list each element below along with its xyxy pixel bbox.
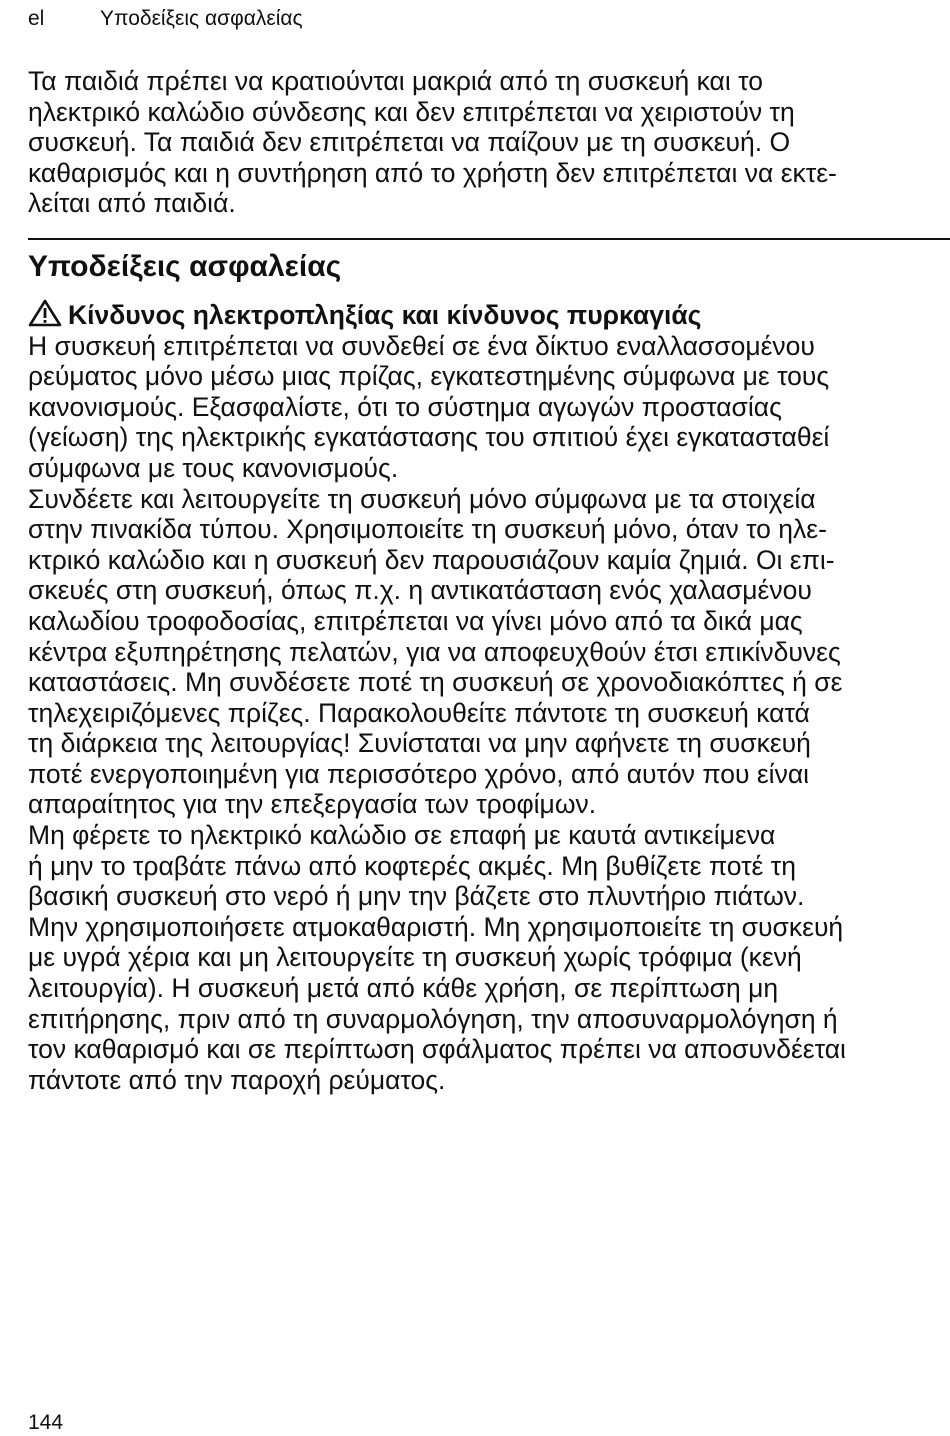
warning-triangle-icon	[28, 299, 68, 327]
body-line: σύμφωνα με τους κανονισμούς.	[28, 452, 399, 483]
section-heading: Υποδείξεις ασφαλείας	[28, 249, 342, 283]
body-line: κέντρα εξυπηρέτησης πελατών, για να αποφευχθούν έτσι επικίνδυνες	[28, 636, 841, 667]
body-line: Μην χρησιμοποιήσετε ατμοκαθαριστή. Μη χρησιμοποιείτε τη συσκευή	[28, 911, 844, 942]
body-line: στην πινακίδα τύπου. Χρησιμοποιείτε τη συσκευή μόνο, όταν το ηλε-	[28, 514, 827, 545]
body-line: (γείωση) της ηλεκτρικής εγκατάστασης του σπιτιού έχει εγκατασταθεί	[28, 422, 830, 453]
body-line: με υγρά χέρια και μη λειτουργείτε τη συσκευή χωρίς τρόφιμα (κενή	[28, 942, 802, 973]
intro-paragraph	[28, 66, 948, 219]
warning-heading	[28, 299, 948, 331]
body-line: τηλεχειριζόμενες πρίζες. Παρακολουθείτε πάντοτε τη συσκευή κατά	[28, 697, 810, 728]
page-number: 144	[28, 1411, 64, 1434]
language-code: el	[28, 7, 45, 30]
body-line: Συνδέετε και λειτουργείτε τη συσκευή μόνο σύμφωνα με τα στοιχεία	[28, 483, 816, 514]
header-section-title: Υποδείξεις ασφαλείας	[100, 7, 303, 30]
intro-line: ηλεκτρικό καλώδιο σύνδεσης και δεν επιτρέπεται να χειριστούν τη	[28, 96, 795, 127]
body-line: βασική συσκευή στο νερό ή μην την βάζετε στο πλυντήριο πιάτων.	[28, 881, 805, 912]
body-line: τον καθαρισμό και σε περίπτωση σφάλματος πρέπει να αποσυνδέεται	[28, 1034, 846, 1065]
body-line: ποτέ ενεργοποιημένη για περισσότερο χρόνο, από αυτόν που είναι	[28, 758, 810, 789]
body-line: Μη φέρετε το ηλεκτρικό καλώδιο σε επαφή με καυτά αντικείμενα	[28, 820, 776, 851]
body-line: κανονισμούς. Εξασφαλίστε, ότι το σύστημα αγωγών προστασίας	[28, 391, 782, 422]
section-divider	[28, 238, 950, 240]
page-content	[28, 66, 948, 1095]
body-line: πάντοτε από την παροχή ρεύματος.	[28, 1064, 446, 1095]
warning-title-text: Κίνδυνος ηλεκτροπληξίας και κίνδυνος πυρκαγιάς	[68, 299, 702, 330]
body-line: κτρικό καλώδιο και η συσκευή δεν παρουσιάζουν καμία ζημιά. Οι επι-	[28, 544, 835, 575]
running-header	[28, 6, 303, 32]
intro-line: Τα παιδιά πρέπει να κρατιούνται μακριά από τη συσκευή και το	[28, 66, 763, 96]
body-line: λειτουργία). Η συσκευή μετά από κάθε χρήση, σε περίπτωση μη	[28, 973, 779, 1004]
body-line: σκευές στη συσκευή, όπως π.χ. η αντικατάσταση ενός χαλασμένου	[28, 575, 812, 606]
safety-body	[28, 331, 948, 1096]
intro-line: λείται από παιδιά.	[28, 188, 236, 219]
intro-line: καθαρισμός και η συντήρηση από το χρήστη δεν επιτρέπεται να εκτε-	[28, 157, 837, 188]
body-line: απαραίτητος για την επεξεργασία των τροφίμων.	[28, 789, 597, 820]
intro-line: συσκευή. Τα παιδιά δεν επιτρέπεται να παίζουν με τη συσκευή. Ο	[28, 127, 791, 158]
body-line: καταστάσεις. Μη συνδέσετε ποτέ τη συσκευή σε χρονοδιακόπτες ή σε	[28, 667, 843, 698]
body-line: επιτήρησης, πριν από τη συναρμολόγηση, την αποσυναρμολόγηση ή	[28, 1003, 838, 1034]
body-line: ρεύματος μόνο μέσω μιας πρίζας, εγκατεστημένης σύμφωνα με τους	[28, 361, 830, 392]
body-line: καλωδίου τροφοδοσίας, επιτρέπεται να γίνει μόνο από τα δικά μας	[28, 605, 803, 636]
body-line: τη διάρκεια της λειτουργίας! Συνίσταται να μην αφήνετε τη συσκευή	[28, 728, 811, 759]
body-line: Η συσκευή επιτρέπεται να συνδεθεί σε ένα δίκτυο εναλλασσομένου	[28, 330, 815, 361]
body-line: ή μην το τραβάτε πάνω από κοφτερές ακμές. Μη βυθίζετε ποτέ τη	[28, 850, 796, 881]
